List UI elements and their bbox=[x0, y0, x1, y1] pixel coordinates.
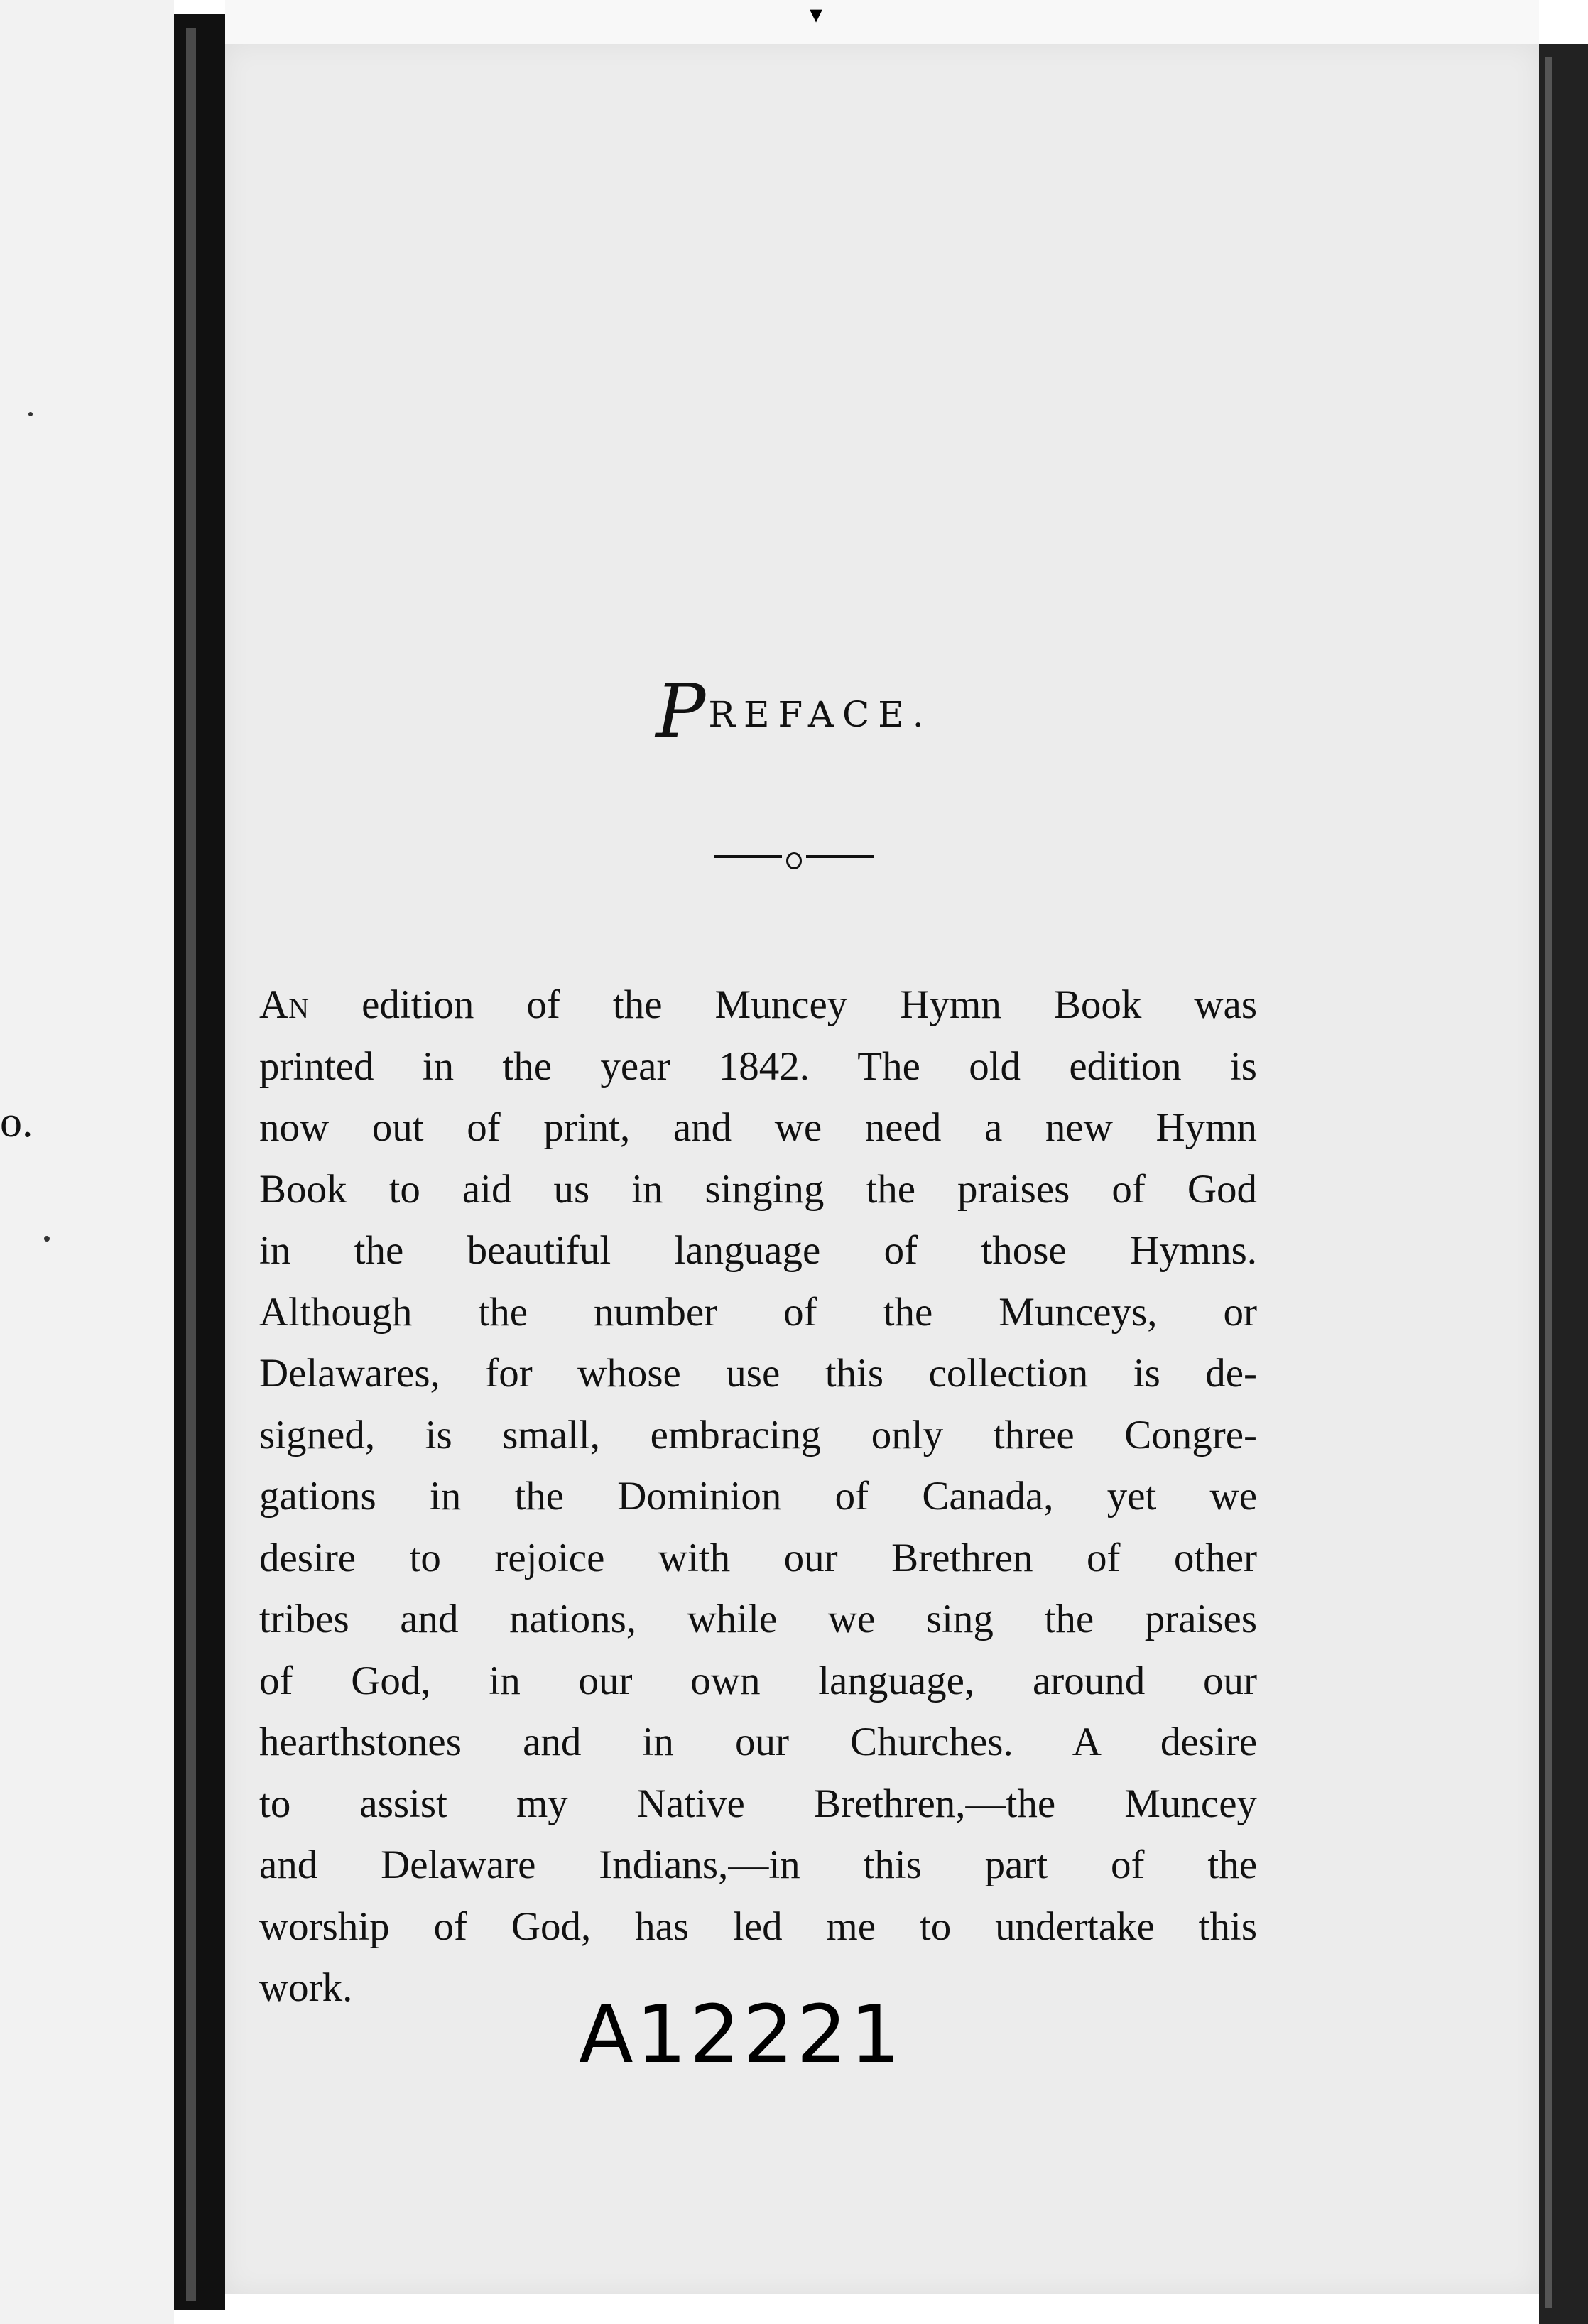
paragraph-line: Book to aid us in singing the praises of God bbox=[259, 1166, 1257, 1212]
book-gutter-shadow bbox=[174, 14, 225, 2310]
scan-corner-mark: ▾ bbox=[810, 0, 823, 29]
paragraph-line: in the beautiful language of those Hymns. bbox=[259, 1228, 1257, 1273]
title-rest: REFACE. bbox=[708, 694, 932, 735]
paragraph-line: and Delaware Indians,—in this part of the bbox=[259, 1842, 1257, 1887]
paragraph-line: gations in the Dominion of Canada, yet we bbox=[259, 1474, 1257, 1519]
paragraph-line: now out of print, and we need a new Hymn bbox=[259, 1105, 1257, 1150]
preface-paragraph bbox=[259, 974, 1257, 2019]
paragraph-line: Delawares, for whose use this collection is de- bbox=[259, 1351, 1257, 1396]
book-gutter-stripe bbox=[186, 28, 196, 2301]
paragraph-line: hearthstones and in our Churches. A desire bbox=[259, 1720, 1257, 1764]
scan-top-margin bbox=[225, 0, 1539, 44]
handwritten-catalog-number: A12221 bbox=[579, 1989, 903, 2081]
rule-line-right bbox=[806, 855, 874, 858]
page-title bbox=[0, 668, 1588, 754]
ornamental-rule bbox=[0, 842, 1588, 871]
paragraph-line: to assist my Native Brethren,—the Muncey bbox=[259, 1781, 1257, 1826]
paragraph-line-text: edition of the Muncey Hymn Book was bbox=[309, 982, 1257, 1027]
paragraph-line: signed, is small, embracing only three Congre- bbox=[259, 1412, 1257, 1457]
paragraph-line: of God, in our own language, around our bbox=[259, 1658, 1257, 1703]
paragraph-line: printed in the year 1842. The old edition is bbox=[259, 1043, 1257, 1089]
facing-page-text-fragment: o. bbox=[0, 1098, 33, 1146]
facing-page-speck bbox=[44, 1236, 50, 1242]
paragraph-line: tribes and nations, while we sing the praises bbox=[259, 1597, 1257, 1641]
title-initial: P bbox=[656, 668, 709, 754]
paragraph-line: desire to rejoice with our Brethren of other bbox=[259, 1535, 1257, 1580]
rule-ornament-circle bbox=[786, 852, 802, 869]
facing-page-edge bbox=[0, 0, 174, 2324]
paragraph-line: worship of God, has led me to undertake this bbox=[259, 1904, 1257, 1949]
paragraph-line bbox=[259, 974, 1257, 1036]
paragraph-line: work. bbox=[259, 1965, 353, 2010]
page-right-edge-stripe bbox=[1545, 57, 1552, 2308]
rule-line-left bbox=[714, 855, 782, 858]
paragraph-first-word: An bbox=[259, 982, 310, 1027]
facing-page-speck bbox=[28, 412, 33, 416]
paragraph-line: Although the number of the Munceys, or bbox=[259, 1289, 1257, 1335]
